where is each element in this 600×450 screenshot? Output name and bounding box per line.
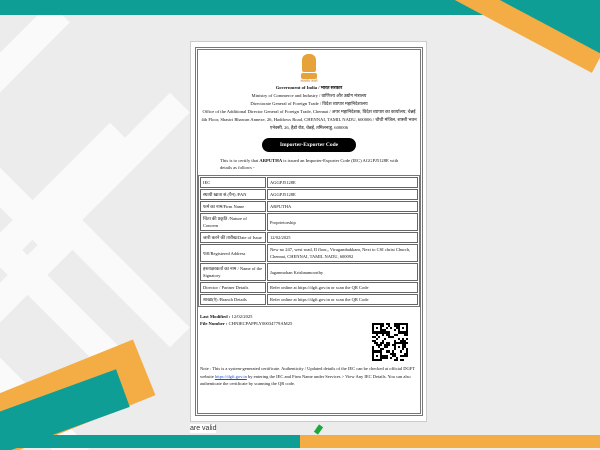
table-row — [200, 201, 418, 212]
table-row — [200, 282, 418, 293]
dgft: Directorate General of Foreign Trade / विदेश व्यापार महानिदेशालय — [250, 101, 368, 106]
row-value: AGGPJ5128E — [267, 177, 418, 188]
gov-heading: Government of India / भारत सरकार — [275, 85, 343, 90]
orange-band-bottom — [300, 435, 600, 448]
row-label: पता/Registered Address — [200, 244, 266, 262]
certificate-title: Importer-Exporter Code — [262, 138, 356, 152]
table-row — [200, 244, 418, 262]
table-row — [200, 177, 418, 188]
row-label: शाखा(एं) /Branch Details — [200, 294, 266, 305]
note: Note : This is a system-generated certificate. Authenticity / Updated details of the IEC can be checked at official DGFT website https://dgft.gov.in by entering the IEC and Firm Name under Services > View Any IEC Details. You can also authenticate the certificate by scanning the QR code. — [200, 366, 415, 386]
row-value: AGGPJ5128E — [267, 189, 418, 200]
row-label: हस्ताक्षरकर्ता का नाम / Name of the Signatory — [200, 263, 266, 281]
office-address: 4th Floor, Shastri Bhawan Annexe, 26, Haddows Road, CHENNAI, TAMIL NADU, 600006 / चौथी मंजिल, शास्त्री भवन एनेक्सी, 26, हैडो रोड, चेन्नई, तमिलनाडु, 600006 — [201, 117, 417, 130]
certify-text: This is to certify that ARPUTHA is issued an Importer-Exporter Code (IEC) AGGPJ5128E with details as follows - — [220, 158, 399, 170]
row-label: स्थायी खाता सं.(पैन) /PAN — [200, 189, 266, 200]
row-label: Director / Partner Details — [200, 282, 266, 293]
meta-info: Last Modified : 12/02/2025 File Number : CHNIECPAPPLY00034779AM25 — [200, 314, 293, 326]
ministry: Ministry of Commerce and Industry / वाणिज्य और उद्योग मंत्रालय — [251, 93, 367, 98]
row-label: जारी करने की तारीख/Date of Issue — [200, 232, 266, 243]
office: Office of the Additional Director General of Foreign Trade, Chennai / अपर महानिदेशक, विदेश व्यापार का कार्यालय, चेन्नई — [202, 109, 416, 114]
table-row — [200, 213, 418, 231]
table-row — [200, 294, 418, 305]
overlay-text: are valid — [190, 425, 217, 432]
row-value: ARPUTHA — [267, 201, 418, 212]
table-row — [200, 189, 418, 200]
qr-code — [372, 323, 408, 361]
row-label: फर्म का नाम/Firm Name — [200, 201, 266, 212]
row-value: 12/02/2025 — [267, 232, 418, 243]
table-row — [200, 232, 418, 243]
row-value: Jaganmohan Krishnamoorthy — [267, 263, 418, 281]
table-row — [200, 263, 418, 281]
row-label: चिंता की प्रकृति /Nature of Concern — [200, 213, 266, 231]
dgft-link[interactable]: https://dgft.gov.in — [214, 373, 247, 379]
details-table — [198, 175, 420, 307]
row-value: New no 247, west road, II floor,, Virugambakkam, Next to CSI christ Church, Chennai, CHENNAI, TAMIL NADU, 600092 — [267, 244, 418, 262]
teal-band-bottom — [0, 435, 300, 448]
row-value: Refer online at https://dgft.gov.in or scan the QR Code — [267, 294, 418, 305]
iec-certificate — [190, 41, 427, 422]
row-value: Proprietorship — [267, 213, 418, 231]
row-value: Refer online at https://dgft.gov.in or scan the QR Code — [267, 282, 418, 293]
national-emblem-icon: सत्यमेव जयते — [298, 54, 320, 84]
row-label: IEC — [200, 177, 266, 188]
